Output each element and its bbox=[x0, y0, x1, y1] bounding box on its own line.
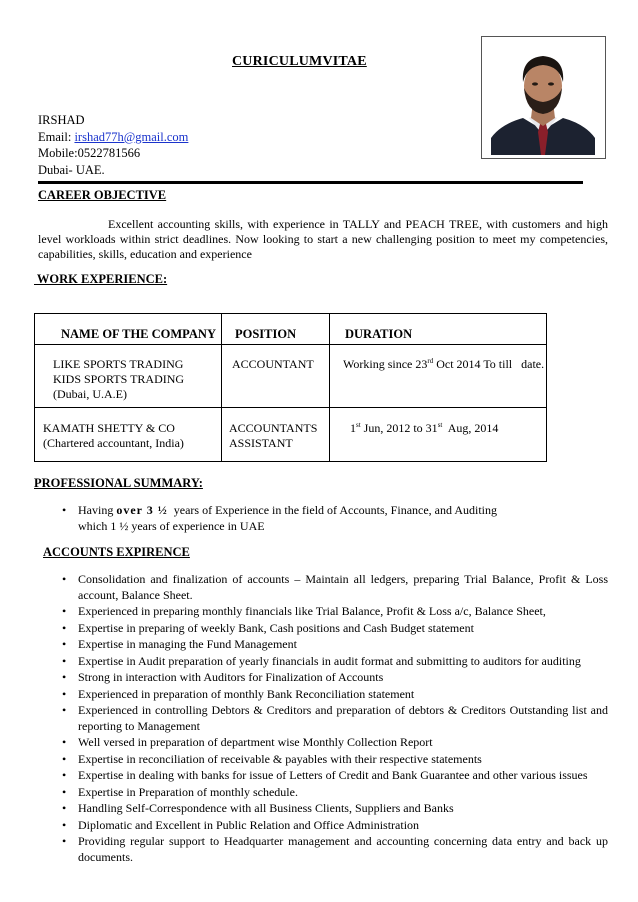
list-item: • Well versed in preparation of department wise Monthly Collection Report bbox=[62, 735, 433, 749]
list-item: • Expertise in dealing with banks for issue of Letters of Credit and Bank Guarantee and other various issues bbox=[62, 768, 588, 782]
bullet-icon: • bbox=[62, 751, 67, 766]
profile-photo-frame bbox=[481, 36, 606, 159]
bullet-icon: • bbox=[62, 503, 67, 517]
position-cell: ACCOUNTANT bbox=[232, 357, 314, 371]
bullet-icon: • bbox=[62, 653, 67, 668]
work-experience-table bbox=[34, 313, 547, 462]
bullet-icon: • bbox=[62, 637, 67, 651]
company-cell: LIKE SPORTS TRADING KIDS SPORTS TRADING (Dubai, U.A.E) bbox=[53, 357, 185, 401]
list-item: • Expertise in managing the Fund Management bbox=[62, 637, 297, 651]
list-item: • Providing regular support to Headquarter management and accounting concerning data entry and back up documents. bbox=[62, 834, 608, 864]
professional-summary-heading: PROFESSIONAL SUMMARY: bbox=[34, 476, 203, 490]
bullet-icon: • bbox=[62, 817, 67, 832]
bullet-icon: • bbox=[62, 620, 67, 635]
column-header-duration: DURATION bbox=[345, 327, 413, 341]
bullet-icon: • bbox=[62, 784, 67, 799]
list-item: • Experienced in controlling Debtors & Creditors and preparation of debtors & Creditors Outstanding list and reporting to Management bbox=[62, 703, 608, 733]
header-divider bbox=[38, 181, 583, 184]
accounts-experience-heading: ACCOUNTS EXPIRENCE bbox=[43, 545, 190, 559]
table-header-row bbox=[35, 314, 547, 345]
bullet-icon: • bbox=[62, 703, 67, 717]
column-header-company: NAME OF THE COMPANY bbox=[61, 327, 216, 341]
email-label: Email: bbox=[38, 129, 75, 144]
position-cell: ACCOUNTANTS ASSISTANT bbox=[229, 421, 318, 450]
work-experience-heading: WORK EXPERIENCE: bbox=[34, 272, 168, 286]
list-item: • Having over 3 ½ years of Experience in the field of Accounts, Finance, and Auditing which 1 ½ years of experience in UAE bbox=[62, 503, 498, 533]
list-item: • Handling Self-Correspondence with all Business Clients, Suppliers and Banks bbox=[62, 801, 454, 815]
portrait-photo-icon bbox=[491, 40, 595, 155]
list-item: • Expertise in Audit preparation of yearly financials in audit format and submitting to auditors for auditing bbox=[62, 653, 581, 668]
list-item: • Experienced in preparing monthly financials like Trial Balance, Profit & Loss a/c, Balance Sheet, bbox=[62, 604, 546, 618]
career-objective-text: Excellent accounting skills, with experience in TALLY and PEACH TREE, with customers and high level workloads within strict deadlines. Now looking to start a new challenging position to meet my competencies, capabilities, skills, education and experience bbox=[38, 217, 608, 261]
duration-cell: Working since 23rd Oct 2014 To till date. bbox=[343, 357, 545, 371]
document-title: CURICULUMVITAE bbox=[232, 54, 367, 69]
table-row bbox=[35, 408, 547, 462]
list-item: • Experienced in preparation of monthly Bank Reconciliation statement bbox=[62, 686, 415, 701]
bullet-icon: • bbox=[62, 834, 67, 848]
candidate-name: IRSHAD bbox=[38, 113, 85, 127]
email-link[interactable]: irshad77h@gmail.com bbox=[74, 129, 189, 144]
duration-cell: 1st Jun, 2012 to 31st Aug, 2014 bbox=[350, 421, 499, 435]
bullet-icon: • bbox=[62, 686, 67, 701]
email-line bbox=[38, 129, 188, 146]
bullet-icon: • bbox=[62, 768, 67, 782]
list-item: • Expertise in Preparation of monthly schedule. bbox=[62, 784, 298, 799]
bullet-icon: • bbox=[62, 801, 67, 815]
mobile-line: Mobile:0522781566 bbox=[38, 146, 141, 160]
bullet-icon: • bbox=[62, 670, 67, 684]
list-item: • Diplomatic and Excellent in Public Relation and Office Administration bbox=[62, 817, 420, 832]
list-item: • Expertise in reconciliation of receivable & payables with their respective statements bbox=[62, 751, 482, 766]
bullet-icon: • bbox=[62, 735, 67, 749]
career-objective-heading: CAREER OBJECTIVE bbox=[38, 188, 167, 202]
column-header-position: POSITION bbox=[235, 327, 297, 341]
contact-block bbox=[38, 112, 188, 178]
list-item: • Strong in interaction with Auditors for Finalization of Accounts bbox=[62, 670, 384, 684]
list-item: • Expertise in preparing of weekly Bank, Cash positions and Cash Budget statement bbox=[62, 620, 474, 635]
professional-summary-list bbox=[38, 503, 578, 535]
bullet-icon: • bbox=[62, 604, 67, 618]
location-line: Dubai- UAE. bbox=[38, 162, 105, 177]
list-item: • Consolidation and finalization of accounts – Maintain all ledgers, preparing Trial Balance, Profit & Loss account, Balance Sheet. bbox=[62, 572, 608, 602]
company-cell: KAMATH SHETTY & CO (Chartered accountant, India) bbox=[43, 421, 184, 450]
bullet-icon: • bbox=[62, 572, 67, 586]
table-row bbox=[35, 345, 547, 408]
accounts-experience-list bbox=[38, 572, 608, 866]
